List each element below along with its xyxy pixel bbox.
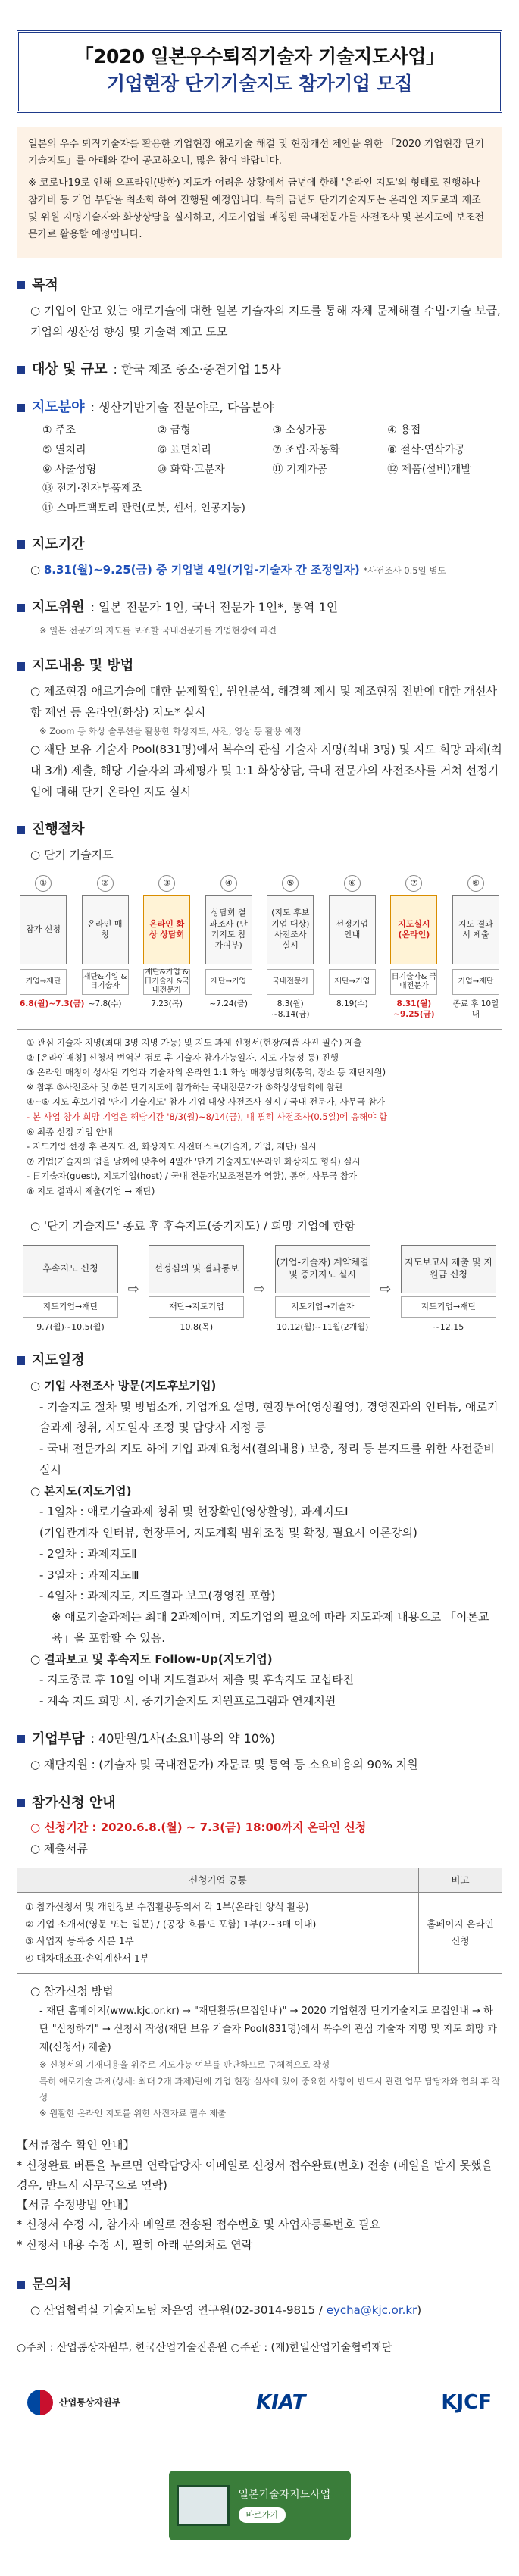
- period-text: ○ 8.31(월)~9.25(금) 중 기업별 4일(기업-기술자 간 조정일자) *사전조사 0.5일 별도: [30, 562, 446, 577]
- followup-actor: 재단→지도기업: [149, 1296, 244, 1318]
- intro-paragraph-2: ※ 코로나19로 인해 오프라인(방한) 지도가 어려운 상황에서 금년에 한해 '온라인 지도'의 형태로 진행하나 참가비 등 기업 부담을 최소화 하여 진행될 예정입니다. 특히 금년도 단기기술지도는 온라인 지도로과 제조 및 위원 지명기술자와 화상상담을 실시하고, 지도기업별 매칭된 국내전문가를 사전조사 및 본지도에 보조전문가로 활용할 예정입니다.: [28, 177, 485, 241]
- step-number: ⑦: [405, 875, 422, 892]
- step-actor: 재단&기업 &日기술자: [82, 969, 129, 995]
- step-actor: 기업→재단: [20, 969, 67, 995]
- step-actor: 재단&기업 &日기술자 &국내전문가: [144, 968, 189, 995]
- method-p1-note: ※ Zoom 등 화상 솔루션을 활용한 화상지도, 사전, 영상 등 활용 예정: [39, 725, 302, 736]
- method-p1: ○ 제조현장 애로기술에 대한 문제확인, 원인분석, 해결책 제시 및 제조현장 전반에 대한 개선사항 제언 등 온라인(화상) 지도* 실시: [30, 684, 497, 720]
- title-line-2: 기업현장 단기기술지도 참가기업 모집: [106, 73, 412, 95]
- step-box: 온라인 매칭: [82, 895, 129, 964]
- procedure-step: [82, 875, 129, 1020]
- notice-line: 【서류 수정방법 안내】: [17, 2198, 135, 2212]
- schedule-item: - 기술지도 절차 및 방법소개, 기업개요 설명, 현장투어(영상촬영), 경영진과의 인터뷰, 애로기술과제 청취, 지도일자 조정 및 담당자 지정 등: [39, 1399, 499, 1435]
- bullet-square-icon: [17, 604, 25, 612]
- docs-table-cell: ① 참가신청서 및 개인정보 수집활용동의서 각 1부(온라인 양식 활용) ② 기업 소개서(영문 또는 일문) / (공장 흐름도 포함) 1부(2~3매 이내) ③ 사업자 등록증 사본 1부 ④ 대차대조표·손익계산서 1부: [17, 1893, 419, 1974]
- step-box: 지도실시 (온라인): [390, 895, 437, 964]
- procedure-heading: 진행절차: [17, 819, 502, 840]
- field-item: ⑪ 기계가공: [272, 463, 328, 476]
- followup-actor: 지도기업→재단: [401, 1296, 496, 1318]
- step-box: 온라인 화상 상담회: [143, 895, 190, 964]
- field-item: ① 주조: [42, 424, 77, 437]
- method-p2: ○ 재단 보유 기술자 Pool(831명)에서 복수의 관심 기술자 지명(최대 3명) 및 지도 희망 과제(최대 3개) 제출, 해당 기술자의 과제평가 및 1:1 화상상담, 국내 전문가의 사전조사를 거쳐 선정기업에 대해 단기 온라인 지도 실시: [30, 742, 502, 799]
- procedure-step: [143, 875, 190, 1020]
- procedure-note: - 지도기업 선정 후 본지도 전, 화상지도 사전테스트(기술자, 기업, 재단) 실시: [27, 1141, 317, 1152]
- intro-box: [17, 127, 502, 259]
- followup-box: 지도보고서 제출 및 지원금 신청: [401, 1245, 496, 1293]
- step-date: 종료 후 10일 내: [452, 999, 499, 1019]
- apply-heading: 참가신청 안내: [17, 1793, 502, 1814]
- followup-date: ~12.15: [433, 1322, 464, 1332]
- purpose-heading: 목적: [17, 275, 502, 296]
- field-item: ② 금형: [157, 424, 191, 437]
- schedule-item: (기업관계자 인터뷰, 현장투어, 지도계획 범위조정 및 확정, 필요시 이론강의): [39, 1526, 417, 1540]
- step-actor: 日기술자& 국내전문가: [390, 969, 437, 995]
- arrow-right-icon: ⇨: [253, 1280, 266, 1297]
- schedule-list: [17, 1376, 502, 1712]
- logos-row: [27, 2387, 492, 2418]
- step-number: ④: [220, 875, 237, 892]
- procedure-note: ③ 온라인 매칭이 성사된 기업과 기술자의 온라인 1:1 화상 매칭상담회(통역, 장소 등 재단지원): [27, 1067, 386, 1078]
- docs-table: [17, 1868, 502, 1974]
- procedure-step: [267, 875, 314, 1020]
- bullet-square-icon: [17, 1799, 25, 1807]
- field-item: ⑩ 화학·고분자: [157, 463, 225, 476]
- docs-table-header: 비고: [419, 1868, 502, 1892]
- procedure-step: [390, 875, 437, 1020]
- step-actor: 국내전문가: [267, 969, 314, 995]
- apply-period: ○ 신청기간 : 2020.6.8.(월) ~ 7.3(금) 18:00까지 온라인 신청: [30, 1821, 367, 1835]
- step-number: ⑤: [282, 875, 299, 892]
- step-date: 7.23(목): [151, 999, 183, 1008]
- bullet-square-icon: [17, 1735, 25, 1743]
- bullet-square-icon: [17, 826, 25, 834]
- fee-note: ○ 재단지원 : (기술자 및 국내전문가) 자문료 및 통역 등 소요비용의 90% 지원: [30, 1757, 418, 1771]
- apply-docs-label: ○ 제출서류: [30, 1842, 88, 1856]
- notice-line: * 신청완료 버튼을 누르면 연락담당자 이메일로 신청서 접수완료(번호) 전송 (메일을 받지 못했을 경우, 반드시 사무국으로 연락): [17, 2158, 493, 2192]
- followup-box: (기업-기술자) 계약체결 및 중기지도 실시: [275, 1245, 370, 1293]
- apply-method-note: ※ 신청서의 기재내용을 위주로 지도가능 여부를 판단하므로 구체적으로 작성: [39, 2059, 330, 2071]
- period-section: [17, 534, 502, 581]
- bullet-square-icon: [17, 1356, 25, 1365]
- intro-paragraph-1: 일본의 우수 퇴직기술자를 활용한 기업현장 애로기술 해결 및 현장개선 제안을 위한 「2020 기업현장 단기기술지도」를 아래와 같이 공고하오니, 많은 참여 바랍니다.: [28, 138, 485, 167]
- field-item: ⑦ 조립·자동화: [272, 443, 340, 456]
- contact-email-link[interactable]: eycha@kjc.or.kr: [326, 2302, 417, 2317]
- schedule-item: ○ 기업 사전조사 방문(지도후보기업): [30, 1378, 217, 1393]
- apply-method-step: - 재단 홈페이지(www.kjc.or.kr) → "재단활동(모집안내)" → 2020 기업현장 단기기술지도 모집안내 → 하단 "신청하기" → 신청서 작성(재단 보유 기술자 Pool(831명)에서 복수의 관심 기술자 지명 및 지도 희망 과제(신청서) 제출): [39, 2005, 497, 2054]
- field-item: ④ 용접: [387, 424, 421, 437]
- kiat-logo: KIAT: [256, 2391, 306, 2415]
- contact-text: ○ 산업협력실 기술지도팀 차은영 연구원(02-3014-9815 / eycha@kjc.or.kr): [30, 2302, 422, 2317]
- apply-method-label: ○ 참가신청 방법: [30, 1984, 114, 1999]
- procedure-note: ② [온라인매칭] 신청서 번역본 검토 후 기술자 참가가능일자, 지도 가능성 등) 진행: [27, 1052, 339, 1063]
- step-box: (지도 후보 기업 대상) 사전조사 실시: [267, 895, 314, 964]
- followup-section: [17, 1216, 502, 1237]
- bullet-square-icon: [17, 404, 25, 412]
- procedure-step: [452, 875, 499, 1020]
- field-item: ⑥ 표면처리: [157, 443, 211, 456]
- target-heading: 대상 및 규모 : 한국 제조 중소·중견기업 15사: [17, 359, 502, 380]
- notice-line: * 신청서 내용 수정 시, 필히 아래 문의처로 연락: [17, 2237, 253, 2252]
- bullet-square-icon: [17, 281, 25, 289]
- step-box: 지도 결과서 제출: [452, 895, 499, 964]
- followup-box: 선정심의 및 결과통보: [149, 1245, 244, 1293]
- banner-shortcut-button[interactable]: 바로가기: [239, 2507, 286, 2523]
- step-date: ~7.24(금): [209, 999, 248, 1008]
- title-box: [17, 30, 502, 113]
- step-actor: 기업→재단: [452, 969, 499, 995]
- followup-date: 10.8(목): [180, 1322, 214, 1332]
- followup-date: 9.7(월)~10.5(월): [36, 1322, 105, 1332]
- step-date: 8.19(수): [336, 999, 368, 1008]
- staff-heading: 지도위원 : 일본 전문가 1인, 국내 전문가 1인*, 통역 1인: [17, 597, 502, 618]
- followup-date: 10.12(월)~11월(2개월): [276, 1322, 369, 1332]
- staff-section: [17, 597, 502, 639]
- notice-line: * 신청서 수정 시, 참가자 메일로 전송된 접수번호 및 사업자등록번호 필요: [17, 2218, 381, 2232]
- docs-table-header: 신청기업 공통: [17, 1868, 419, 1892]
- step-number: ①: [35, 875, 52, 892]
- taegeuk-icon: [27, 2390, 53, 2415]
- schedule-item: - 4일차 : 과제지도, 지도결과 보고(경영진 포함): [39, 1589, 276, 1603]
- arrow-right-icon: ⇨: [127, 1280, 139, 1297]
- followup-step: [275, 1245, 370, 1333]
- step-date: 6.8(월)~7.3(금): [20, 999, 85, 1008]
- followup-flow: [23, 1245, 496, 1333]
- schedule-item: - 지도종료 후 10일 이내 지도결과서 제출 및 후속지도 교섭타진: [39, 1673, 355, 1687]
- schedule-item: - 3일차 : 과제지도Ⅲ: [39, 1568, 139, 1582]
- fields-heading: 지도분야 : 생산기반기술 전문야로, 다음분야: [17, 397, 502, 418]
- field-item: ⑧ 절삭·연삭가공: [387, 443, 465, 456]
- followup-actor: 지도기업→재단: [23, 1296, 118, 1318]
- field-item: ⑨ 사출성형: [42, 463, 97, 476]
- step-box: 상담회 결과조사 (단기지도 참가여부): [205, 895, 252, 964]
- schedule-heading: 지도일정: [17, 1350, 502, 1371]
- followup-step: [23, 1245, 118, 1333]
- step-date: 8.31(월) ~9.25(금): [393, 999, 435, 1019]
- procedure-step: [329, 875, 376, 1020]
- procedure-note: ⑧ 지도 결과서 제출(기업 → 재단): [27, 1185, 155, 1196]
- notice-box: [17, 2135, 502, 2255]
- motie-logo: 산업통상자원부: [27, 2390, 120, 2415]
- step-box: 선정기업 안내: [329, 895, 376, 964]
- step-number: ③: [158, 875, 175, 892]
- field-item: ⑫ 제품(설비)개발: [387, 463, 471, 476]
- bullet-square-icon: [17, 366, 25, 374]
- fee-heading: 기업부담 : 40만원/1사(소요비용의 약 10%): [17, 1729, 502, 1750]
- program-banner[interactable]: [169, 2471, 351, 2540]
- arrow-right-icon: ⇨: [380, 1280, 392, 1297]
- step-number: ⑥: [344, 875, 361, 892]
- step-date: 8.3(월) ~8.14(금): [270, 999, 310, 1019]
- field-item: ③ 소성가공: [272, 424, 327, 437]
- apply-method-note: ※ 원활한 온라인 지도를 위한 사진자료 필수 제출: [39, 2108, 227, 2119]
- step-date: ~7.8(수): [88, 999, 122, 1008]
- purpose-text: ○ 기업이 안고 있는 애로기술에 대한 일본 기술자의 지도를 통해 자체 문제해결 수법·기술 보급, 기업의 생산성 향상 및 기술력 제고 도모: [30, 303, 501, 339]
- apply-section: [17, 1793, 502, 1860]
- apply-method-note: 특히 애로기술 과제(상세: 최대 2개 과제)란에 기업 현장 실사에 있어 중요한 사항이 반드시 관련 업무 담당자와 협의 후 작성: [39, 2075, 501, 2102]
- schedule-item: ○ 결과보고 및 후속지도 Follow-Up(지도기업): [30, 1652, 273, 1666]
- method-section: [17, 655, 502, 802]
- method-heading: 지도내용 및 방법: [17, 655, 502, 677]
- procedure-note: ④~⑤ 지도 후보기업 '단기 기술지도' 참가 기업 대상 사전조사 실시 / 국내 전문가, 사무국 참가: [27, 1096, 385, 1108]
- procedure-note: ① 관심 기술자 지명(최대 3명 지명 가능) 및 지도 과제 신청서(현장/제품 사진 필수) 제출: [27, 1037, 362, 1049]
- procedure-note: - 日기술자(guest), 지도기업(host) / 국내 전문가(보조전문가 역할), 통역, 사무국 참가: [27, 1171, 358, 1182]
- schedule-item: ※ 애로기술과제는 최대 2과제이며, 지도기업의 필요에 따라 지도과제 내용으로 「이론교육」을 포함할 수 있음.: [52, 1610, 489, 1645]
- field-item: ⑬ 전기·전자부품제조: [42, 483, 142, 496]
- staff-note: ※ 일본 전문가의 지도를 보조할 국내전문가를 기업현장에 파견: [39, 625, 277, 636]
- contact-section: [17, 2274, 502, 2321]
- field-item: ⑤ 열처리: [42, 443, 86, 456]
- docs-table-note: 홈페이지 온라인 신청: [419, 1893, 502, 1974]
- field-item: ⑭ 스마트팩토리 관련(로봇, 센서, 인공지능): [42, 502, 246, 514]
- followup-step: [401, 1245, 496, 1333]
- schedule-item: - 계속 지도 희망 시, 중기기술지도 지원프로그램과 연계지원: [39, 1694, 336, 1708]
- bullet-square-icon: [17, 2281, 25, 2289]
- followup-box: 후속지도 신청: [23, 1245, 118, 1293]
- fields-section: [17, 397, 502, 517]
- followup-text: ○ '단기 기술지도' 종료 후 후속지도(중기지도) / 희망 기업에 한함: [30, 1219, 355, 1233]
- notice-line: 【서류접수 확인 안내】: [17, 2138, 135, 2152]
- procedure-note: - 본 사업 참가 희망 기업은 해당기간 '8/3(월)~8/14(금), 내 필히 사전조사(0.5일)에 응해야 함: [27, 1111, 388, 1122]
- procedure-notes: [17, 1029, 502, 1205]
- bullet-square-icon: [17, 540, 25, 549]
- schedule-item: - 국내 전문가의 지도 하에 기업 과제요청서(결의내용) 보충, 정리 등 본지도를 위한 사전준비 실시: [39, 1442, 495, 1477]
- procedure-note: ⑦ 기업(기술자의 업을 날짜에 맞추어 4일간 '단기 기술지도'(온라인 화상지도 형식) 실시: [27, 1155, 361, 1167]
- target-section: [17, 359, 502, 380]
- procedure-step: [20, 875, 85, 1020]
- title-line-1: 「2020 일본우수퇴직기술자 기술지도사업」: [74, 45, 445, 67]
- step-number: ⑧: [467, 875, 484, 892]
- schedule-item: - 2일차 : 과제지도Ⅱ: [39, 1546, 137, 1561]
- procedure-step: [205, 875, 252, 1020]
- period-heading: 지도기간: [17, 534, 502, 555]
- banner-title: 일본기술자지도사업: [238, 2488, 331, 2501]
- procedure-sub: ○ 단기 기술지도: [30, 848, 114, 862]
- fields-grid: [17, 423, 502, 517]
- procedure-note: ⑥ 최종 선정 기업 안내: [27, 1126, 113, 1137]
- step-actor: 재단→기업: [329, 969, 376, 995]
- bullet-square-icon: [17, 662, 25, 671]
- contact-heading: 문의처: [17, 2274, 502, 2296]
- step-number: ②: [97, 875, 114, 892]
- procedure-section: [17, 819, 502, 866]
- followup-step: [149, 1245, 244, 1333]
- purpose-section: [17, 275, 502, 342]
- schedule-item: ○ 본지도(지도기업): [30, 1483, 132, 1498]
- procedure-flow: [17, 871, 502, 1020]
- schedule-section: [17, 1350, 502, 1712]
- schedule-item: - 1일차 : 애로기술과제 청취 및 현장확인(영상활영), 과제지도Ⅰ: [39, 1505, 349, 1519]
- followup-actor: 지도기업→기술자: [275, 1296, 370, 1318]
- fee-section: [17, 1729, 502, 1776]
- step-box: 참가 신청: [20, 895, 67, 964]
- monitor-icon: [177, 2485, 230, 2526]
- kjcf-logo: KJCF: [441, 2391, 492, 2415]
- procedure-note: ※ 참후 ③사전조사 및 ⑦본 단기지도에 참가하는 국내전문가가 ③화상상담회에 참관: [27, 1081, 343, 1093]
- step-actor: 재단→기업: [205, 969, 252, 995]
- apply-method-section: [17, 1981, 502, 2121]
- footer-hosts: ○주최 : 산업통상자원부, 한국산업기술진흥원 ○주관 : (재)한일산업기술협력재단: [17, 2342, 392, 2355]
